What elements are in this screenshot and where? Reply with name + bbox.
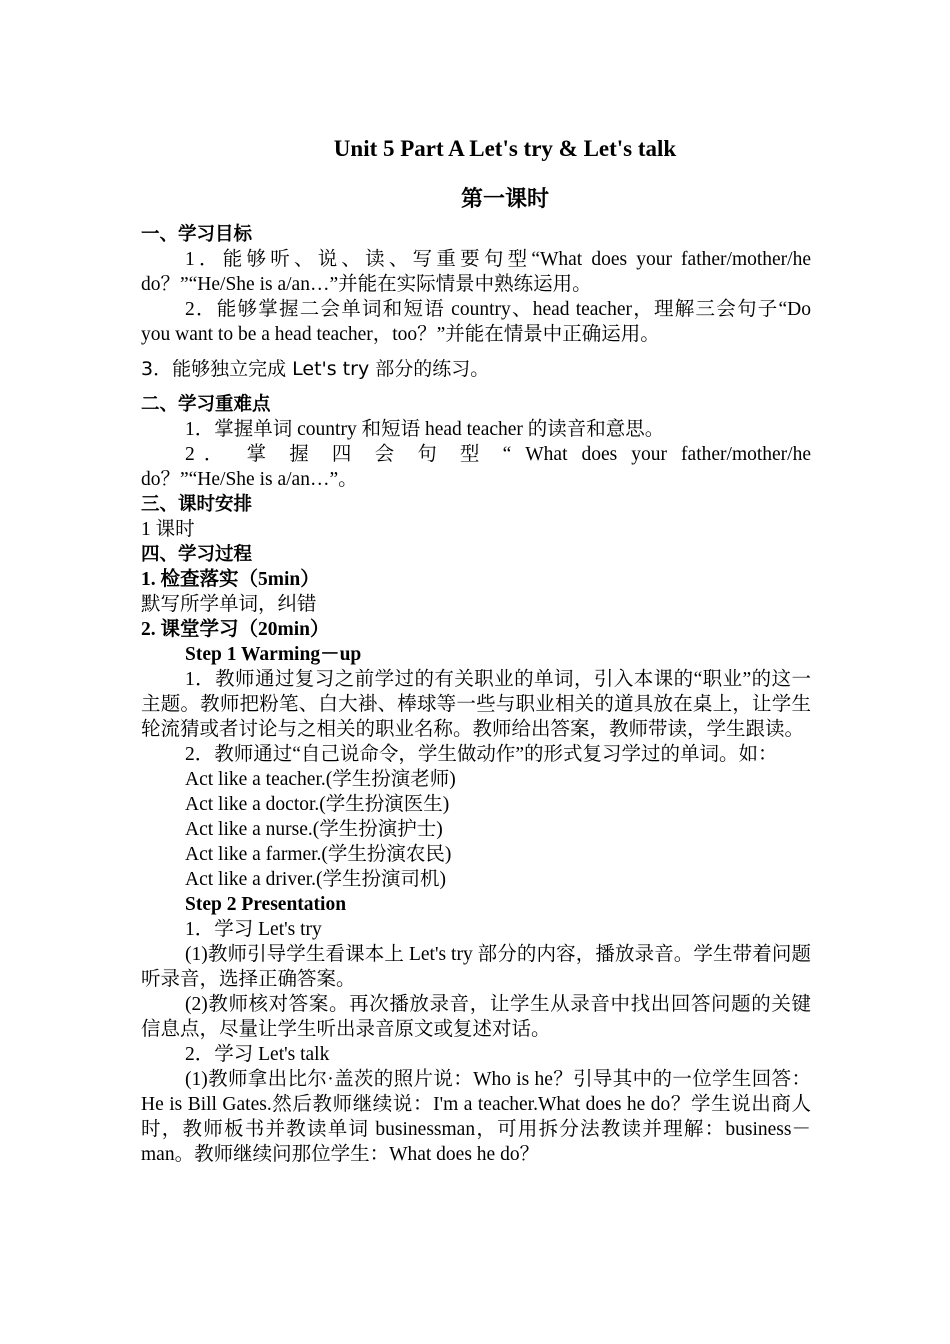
section-heading-schedule: 三、课时安排 (141, 494, 253, 515)
section-heading-key-points: 二、学习重难点 (141, 394, 271, 415)
lets-talk-heading: 2．学习 Let's talk (185, 1044, 330, 1065)
document-body (141, 222, 811, 1167)
objective-2: 2．能够掌握二会单词和短语 country、head teacher，理解三会句子“Do you want to be a head teacher，too？”并能在情景中正确运用。 (141, 299, 811, 345)
section-heading-process: 四、学习过程 (141, 544, 253, 565)
subsection-class-heading: 2. 课堂学习（20min） (141, 619, 330, 640)
lets-try-paragraph-2: (2)教师核对答案。再次播放录音，让学生从录音中找出回答问题的关键信息点，尽量让学生听出录音原文或复述对话。 (141, 994, 811, 1040)
document-title: Unit 5 Part A Let's try & Let's talk (333, 136, 677, 161)
act-line: Act like a teacher.(学生扮演老师) (185, 769, 456, 790)
lesson-subtitle: 第一课时 (460, 186, 549, 211)
lets-try-heading: 1．学习 Let's try (185, 919, 322, 940)
subsection-check-heading: 1. 检查落实（5min） (141, 569, 320, 590)
schedule-text: 1 课时 (141, 519, 195, 540)
key-point-1: 1．掌握单词 country 和短语 head teacher 的读音和意思。 (185, 419, 665, 440)
key-point-2-line1: 2． 掌 握 四 会 句 型 “ What does your father/mother/he (185, 444, 811, 465)
lets-talk-paragraph-1: (1)教师拿出比尔·盖茨的照片说：Who is he？引导其中的一位学生回答：He is Bill Gates.然后教师继续说：I'm a teacher.What does he do？学生说出商人时，教师板书并教读单词 businessman，可用拆分法教读并理解：business－man。教师继续问那位学生：What does he do？ (141, 1069, 811, 1165)
subsection-check-text: 默写所学单词，纠错 (141, 594, 317, 615)
step-2-heading: Step 2 Presentation (185, 894, 347, 915)
objective-3: 3．能够独立完成 Let's try 部分的练习。 (141, 358, 490, 380)
lets-try-paragraph-1: (1)教师引导学生看课本上 Let's try 部分的内容，播放录音。学生带着问题听录音，选择正确答案。 (141, 944, 811, 990)
warmup-paragraph-1: 1．教师通过复习之前学过的有关职业的单词，引入本课的“职业”的这一主题。教师把粉笔、白大褂、棒球等一些与职业相关的道具放在桌上，让学生轮流猜或者讨论与之相关的职业名称。教师给出答案，教师带读，学生跟读。 (141, 669, 811, 740)
step-1-heading: Step 1 Warming－up (185, 644, 362, 665)
warmup-paragraph-2: 2．教师通过“自己说命令，学生做动作”的形式复习学过的单词。如： (185, 744, 778, 765)
act-line: Act like a farmer.(学生扮演农民) (185, 844, 452, 865)
objective-1: 1．能够听、说、读、写重要句型“What does your father/mother/he do？”“He/She is a/an…”并能在实际情景中熟练运用。 (141, 249, 811, 295)
act-line: Act like a driver.(学生扮演司机) (185, 869, 447, 890)
key-point-2-line2: do？”“He/She is a/an…”。 (141, 469, 358, 490)
section-heading-objectives: 一、学习目标 (141, 224, 253, 245)
act-line: Act like a nurse.(学生扮演护士) (185, 819, 443, 840)
act-line: Act like a doctor.(学生扮演医生) (185, 794, 450, 815)
